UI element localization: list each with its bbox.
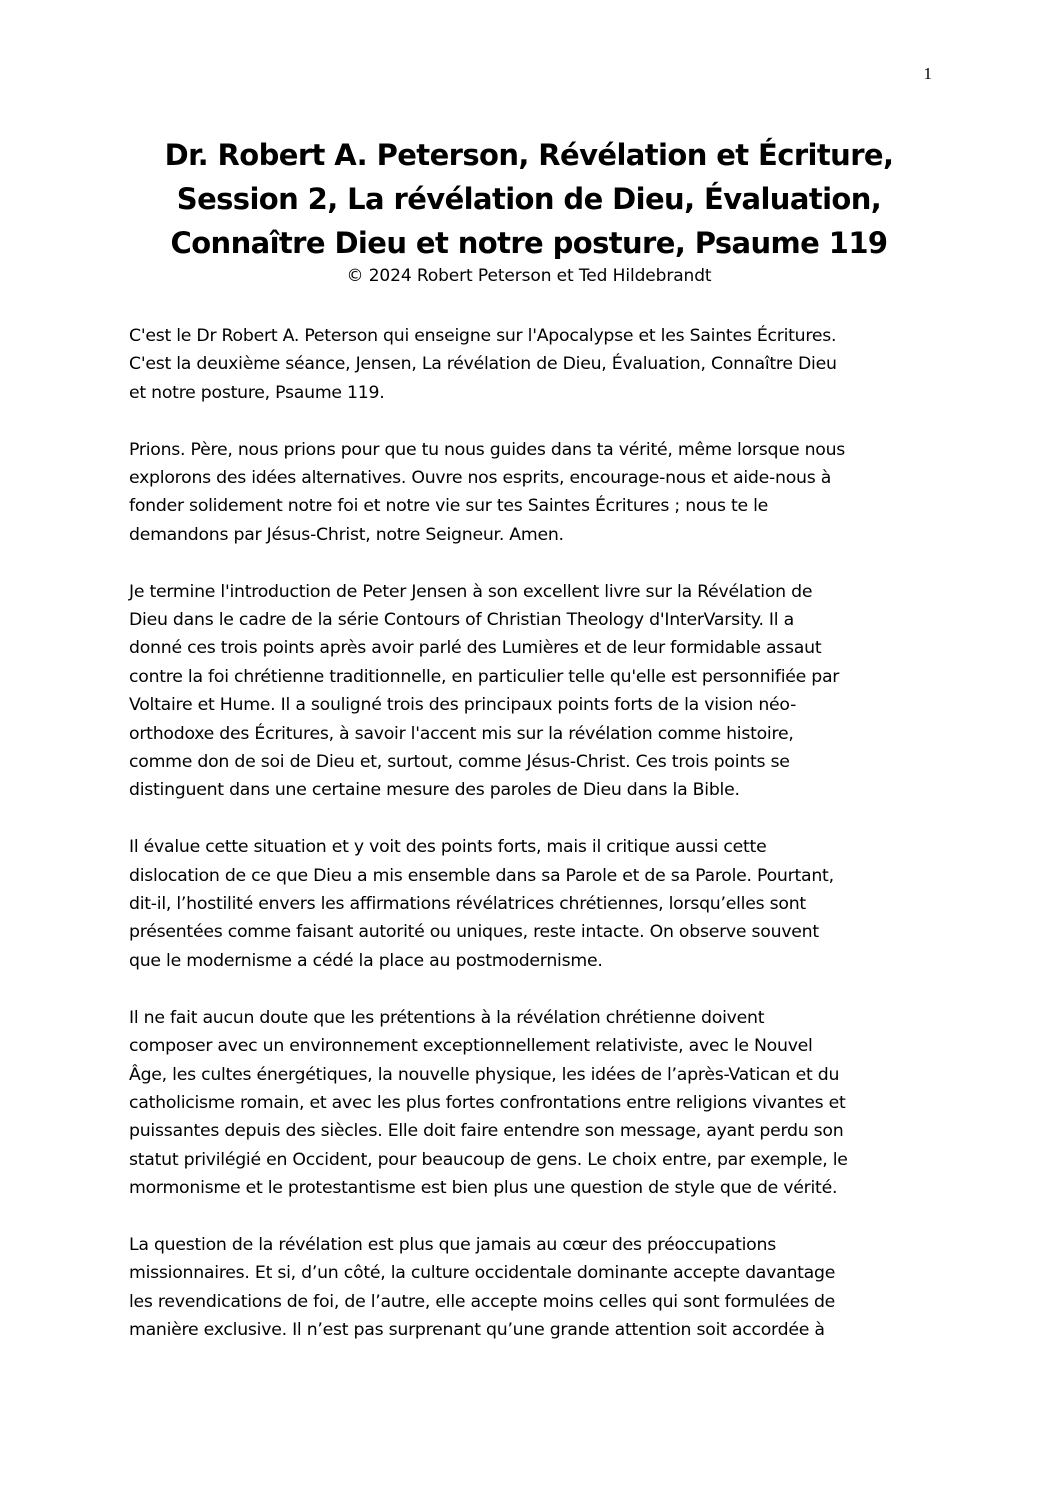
document-title-line: Dr. Robert A. Peterson, Révélation et Écriture, [164,138,894,172]
page-number: 1 [923,64,932,83]
paragraph-relativism [129,1004,934,1203]
copyright-notice: © 2024 Robert Peterson et Ted Hildebrandt [346,266,712,286]
paragraph-evaluation [129,833,934,975]
text-line: donné ces trois points après avoir parlé des Lumières et de leur formidable assaut [129,638,822,659]
text-line: Voltaire et Hume. Il a souligné trois des principaux points forts de la vision néo- [129,695,797,716]
paragraph-missions [129,1231,934,1345]
text-line: manière exclusive. Il n’est pas surprenant qu’une grande attention soit accordée à [129,1320,825,1341]
text-line: La question de la révélation est plus que jamais au cœur des préoccupations [129,1234,776,1255]
text-line: Je termine l'introduction de Peter Jensen à son excellent livre sur la Révélation de [129,581,813,602]
document-header [100,133,958,287]
text-line: statut privilégié en Occident, pour beaucoup de gens. Le choix entre, par exemple, le [129,1149,848,1170]
text-line: les revendications de foi, de l’autre, elle accepte moins celles qui sont formulées de [129,1291,836,1312]
text-line: distinguent dans une certaine mesure des paroles de Dieu dans la Bible. [129,780,740,801]
text-line: mormonisme et le protestantisme est bien plus une question de style que de vérité. [129,1178,838,1199]
text-line: Âge, les cultes énergétiques, la nouvelle physique, les idées de l’après-Vatican et du [129,1064,840,1085]
text-line: explorons des idées alternatives. Ouvre nos esprits, encourage-nous et aide-nous à [129,468,832,489]
paragraph-prayer [129,436,934,550]
text-line: missionnaires. Et si, d’un côté, la culture occidentale dominante accepte davantage [129,1263,836,1284]
text-line: composer avec un environnement exceptionnellement relativiste, avec le Nouvel [129,1036,813,1057]
text-line: puissantes depuis des siècles. Elle doit faire entendre son message, ayant perdu son [129,1121,844,1142]
text-line: fonder solidement notre foi et notre vie sur tes Saintes Écritures ; nous te le [129,496,769,517]
text-line: catholicisme romain, et avec les plus fortes confrontations entre religions vivantes et [129,1092,846,1113]
text-line: que le modernisme a cédé la place au postmodernisme. [129,950,603,971]
text-line: comme don de soi de Dieu et, surtout, comme Jésus-Christ. Ces trois points se [129,752,790,773]
text-line: présentées comme faisant autorité ou uniques, reste intacte. On observe souvent [129,922,819,943]
document-title-line: Connaître Dieu et notre posture, Psaume 119 [170,226,888,260]
text-line: contre la foi chrétienne traditionnelle, en particulier telle qu'elle est personnifiée par [129,666,840,687]
text-line: et notre posture, Psaume 119. [129,382,385,403]
text-line: orthodoxe des Écritures, à savoir l'accent mis sur la révélation comme histoire, [129,723,794,744]
text-line: Il ne fait aucun doute que les prétentions à la révélation chrétienne doivent [129,1007,765,1028]
paragraph-jensen-intro [129,578,934,805]
text-line: Il évalue cette situation et y voit des points forts, mais il critique aussi cette [129,837,767,858]
paragraph-intro [129,322,934,407]
text-line: Dieu dans le cadre de la série Contours of Christian Theology d'InterVarsity. Il a [129,610,794,631]
text-line: dislocation de ce que Dieu a mis ensemble dans sa Parole et de sa Parole. Pourtant, [129,865,834,886]
text-line: demandons par Jésus-Christ, notre Seigneur. Amen. [129,524,564,545]
text-line: C'est la deuxième séance, Jensen, La révélation de Dieu, Évaluation, Connaître Dieu [129,354,837,375]
document-title-line: Session 2, La révélation de Dieu, Évaluation, [176,182,882,216]
document-body [129,322,934,1373]
text-line: C'est le Dr Robert A. Peterson qui enseigne sur l'Apocalypse et les Saintes Écritures. [129,326,837,346]
text-line: dit-il, l’hostilité envers les affirmations révélatrices chrétiennes, lorsqu’elles sont [129,894,806,915]
text-line: Prions. Père, nous prions pour que tu nous guides dans ta vérité, même lorsque nous [129,439,846,460]
